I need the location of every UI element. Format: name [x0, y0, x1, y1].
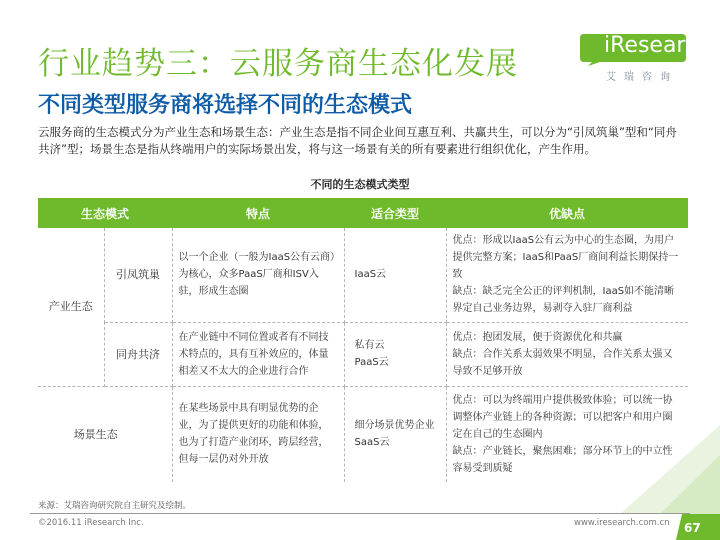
table-title: 不同的生态模式类型 — [310, 178, 410, 191]
website-link[interactable]: www.iresearch.com.cn — [574, 518, 670, 528]
source-note: 来源：艾瑞咨询研究院自主研究及绘制。 — [38, 501, 192, 511]
fit-type-cell: 细分场景优势企业 SaaS云 — [344, 386, 446, 482]
table-row — [38, 322, 688, 386]
table-header-row — [38, 198, 688, 228]
feature-cell: 在产业链中不同位置或者有不同技术特点的，具有互补效应的，体量相差又不太大的企业进行合作 — [172, 322, 344, 386]
feature-cell: 在某些场景中具有明显优势的企业，为了提供更好的功能和体验，也为了打造产业闭环，跨层经营，但每一层仍对外开放 — [172, 386, 344, 482]
header-fit-type: 适合类型 — [344, 198, 446, 228]
sub-model-cell: 同舟共济 — [104, 322, 172, 386]
iresearch-logo — [578, 30, 712, 90]
eco-model-table — [38, 198, 688, 482]
header-pros-cons: 优缺点 — [446, 198, 688, 228]
feature-cell: 以一个企业（一般为IaaS公有云商）为核心，众多PaaS厂商和ISV入驻，形成生态圈 — [172, 228, 344, 322]
page-subtitle: 不同类型服务商将选择不同的生态模式 — [38, 93, 413, 118]
pros-cons-cell: 优点：形成以IaaS公有云为中心的生态圈，为用户提供完整方案；IaaS和PaaS厂商间利益长期保持一致 缺点：缺乏完全公正的评判机制，IaaS如不能清晰界定自己业务边界，易剥夺入驻厂商利益 — [446, 228, 688, 322]
page-title: 行业趋势三：云服务商生态化发展 — [38, 46, 518, 82]
sub-model-cell: 引凤筑巢 — [104, 228, 172, 322]
corner-decoration-icon — [620, 425, 720, 514]
fit-type-cell: 私有云 PaaS云 — [344, 322, 446, 386]
footer-divider — [30, 513, 690, 514]
logo-subtext: 艾瑞咨询 — [606, 72, 678, 83]
table-row — [38, 386, 688, 482]
logo-wordmark: iResearch — [604, 33, 712, 58]
page-number: 67 — [684, 521, 701, 535]
table-row — [38, 228, 688, 322]
pros-cons-cell: 优点：抱团发展，便于资源优化和共赢 缺点：合作关系太弱效果不明显，合作关系太强又导致不足够开放 — [446, 322, 688, 386]
category-cell: 场景生态 — [38, 386, 172, 482]
intro-paragraph: 云服务商的生态模式分为产业生态和场景生态：产业生态是指不同企业间互惠互利、共赢共生，可以分为“引凤筑巢”型和“同舟共济”型；场景生态是指从终端用户的实际场景出发，将与这一场景有关的所有要素进行组织优化，产生作用。 — [38, 125, 677, 156]
copyright-text: ©2016.11 iResearch Inc. — [38, 518, 144, 528]
category-cell: 产业生态 — [38, 228, 104, 386]
fit-type-cell: IaaS云 — [344, 228, 446, 322]
header-feature: 特点 — [172, 198, 344, 228]
pros-cons-cell: 优点：可以为终端用户提供极致体验；可以统一协调整体产业链上的各种资源；可以把客户和用户圈定在自己的生态圈内 缺点：产业链长，聚焦困难；部分环节上的中立性容易受到质疑 — [452, 394, 673, 474]
header-eco-model: 生态模式 — [38, 198, 172, 228]
